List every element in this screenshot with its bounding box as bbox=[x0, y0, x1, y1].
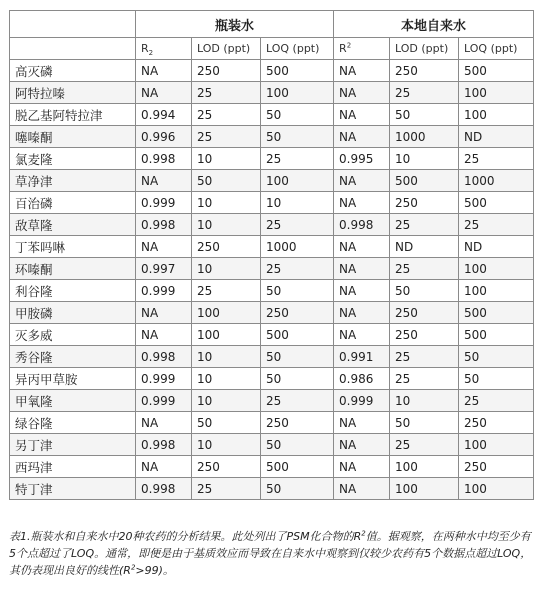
table-row bbox=[10, 434, 534, 456]
r2-bottled-cell: 0.994 bbox=[136, 104, 192, 126]
compound-name-cell: 绿谷隆 bbox=[10, 412, 136, 434]
lod-tap-cell: ND bbox=[390, 236, 459, 258]
header-blank-cell bbox=[10, 38, 136, 60]
loq-tap-cell: 25 bbox=[459, 148, 534, 170]
lod-bottled-cell: 25 bbox=[192, 82, 261, 104]
compound-name-cell: 丁苯吗啉 bbox=[10, 236, 136, 258]
col-header-r2-bottled-base: R bbox=[141, 42, 149, 55]
table-row bbox=[10, 456, 534, 478]
lod-bottled-cell: 10 bbox=[192, 368, 261, 390]
lod-tap-cell: 25 bbox=[390, 214, 459, 236]
r2-tap-cell: NA bbox=[334, 82, 390, 104]
r2-tap-cell: 0.999 bbox=[334, 390, 390, 412]
loq-bottled-cell: 250 bbox=[261, 302, 334, 324]
results-table-container bbox=[9, 10, 533, 500]
loq-bottled-cell: 50 bbox=[261, 346, 334, 368]
r2-tap-cell: NA bbox=[334, 324, 390, 346]
lod-tap-cell: 250 bbox=[390, 302, 459, 324]
lod-bottled-cell: 50 bbox=[192, 170, 261, 192]
table-row bbox=[10, 478, 534, 500]
loq-tap-cell: 1000 bbox=[459, 170, 534, 192]
col-header-r2-bottled bbox=[136, 38, 192, 60]
lod-bottled-cell: 250 bbox=[192, 236, 261, 258]
lod-bottled-cell: 10 bbox=[192, 434, 261, 456]
table-row bbox=[10, 148, 534, 170]
loq-bottled-cell: 25 bbox=[261, 258, 334, 280]
loq-bottled-cell: 50 bbox=[261, 434, 334, 456]
table-row bbox=[10, 104, 534, 126]
loq-bottled-cell: 50 bbox=[261, 478, 334, 500]
lod-bottled-cell: 25 bbox=[192, 126, 261, 148]
table-row bbox=[10, 236, 534, 258]
r2-bottled-cell: NA bbox=[136, 82, 192, 104]
r2-bottled-cell: 0.998 bbox=[136, 148, 192, 170]
r2-bottled-cell: 0.996 bbox=[136, 126, 192, 148]
table-row bbox=[10, 368, 534, 390]
loq-tap-cell: 100 bbox=[459, 258, 534, 280]
loq-tap-cell: 250 bbox=[459, 412, 534, 434]
compound-name-cell: 环嗪酮 bbox=[10, 258, 136, 280]
loq-tap-cell: 50 bbox=[459, 368, 534, 390]
lod-tap-cell: 25 bbox=[390, 82, 459, 104]
compound-name-cell: 高灭磷 bbox=[10, 60, 136, 82]
col-header-r2-tap-base: R bbox=[339, 42, 347, 55]
col-header-lod-tap: LOD (ppt) bbox=[390, 38, 459, 60]
loq-bottled-cell: 250 bbox=[261, 412, 334, 434]
group-header-row bbox=[10, 11, 534, 38]
table-row bbox=[10, 214, 534, 236]
loq-bottled-cell: 10 bbox=[261, 192, 334, 214]
table-row bbox=[10, 390, 534, 412]
loq-tap-cell: ND bbox=[459, 126, 534, 148]
r2-tap-cell: NA bbox=[334, 302, 390, 324]
loq-tap-cell: 25 bbox=[459, 214, 534, 236]
table-row bbox=[10, 60, 534, 82]
r2-tap-cell: NA bbox=[334, 456, 390, 478]
loq-tap-cell: 500 bbox=[459, 192, 534, 214]
compound-name-cell: 草净津 bbox=[10, 170, 136, 192]
loq-bottled-cell: 50 bbox=[261, 280, 334, 302]
lod-tap-cell: 50 bbox=[390, 412, 459, 434]
table-row bbox=[10, 412, 534, 434]
loq-tap-cell: 50 bbox=[459, 346, 534, 368]
loq-tap-cell: 100 bbox=[459, 478, 534, 500]
r2-bottled-cell: 0.999 bbox=[136, 368, 192, 390]
lod-tap-cell: 50 bbox=[390, 280, 459, 302]
table-row bbox=[10, 324, 534, 346]
loq-tap-cell: 100 bbox=[459, 104, 534, 126]
lod-bottled-cell: 10 bbox=[192, 390, 261, 412]
caption-sup-2: 2 bbox=[130, 563, 136, 572]
compound-name-cell: 利谷隆 bbox=[10, 280, 136, 302]
r2-bottled-cell: NA bbox=[136, 60, 192, 82]
table-row bbox=[10, 280, 534, 302]
col-header-r2-bottled-sub: 2 bbox=[148, 49, 154, 58]
header-blank-cell bbox=[10, 11, 136, 38]
r2-tap-cell: 0.986 bbox=[334, 368, 390, 390]
r2-tap-cell: NA bbox=[334, 258, 390, 280]
r2-bottled-cell: 0.999 bbox=[136, 390, 192, 412]
compound-name-cell: 噻嗪酮 bbox=[10, 126, 136, 148]
compound-name-cell: 异丙甲草胺 bbox=[10, 368, 136, 390]
loq-tap-cell: 100 bbox=[459, 434, 534, 456]
r2-tap-cell: NA bbox=[334, 478, 390, 500]
lod-tap-cell: 50 bbox=[390, 104, 459, 126]
loq-tap-cell: 25 bbox=[459, 390, 534, 412]
lod-bottled-cell: 10 bbox=[192, 346, 261, 368]
compound-name-cell: 另丁津 bbox=[10, 434, 136, 456]
compound-name-cell: 敌草隆 bbox=[10, 214, 136, 236]
loq-bottled-cell: 25 bbox=[261, 214, 334, 236]
r2-bottled-cell: NA bbox=[136, 236, 192, 258]
table-row bbox=[10, 192, 534, 214]
col-header-r2-tap-sup: 2 bbox=[346, 41, 352, 50]
column-header-row bbox=[10, 38, 534, 60]
r2-tap-cell: NA bbox=[334, 192, 390, 214]
loq-tap-cell: 500 bbox=[459, 302, 534, 324]
compound-name-cell: 脱乙基阿特拉津 bbox=[10, 104, 136, 126]
r2-tap-cell: 0.991 bbox=[334, 346, 390, 368]
loq-bottled-cell: 50 bbox=[261, 126, 334, 148]
loq-bottled-cell: 500 bbox=[261, 60, 334, 82]
table-row bbox=[10, 82, 534, 104]
caption-text-2: 值。据观察，在两种水中均至少有5个点超过了LOQ。通常，即便是由于基质效应而导致在自来水中观察到仅较少农药有5个数据点超过LOQ，其仍表现出良好的线性(R bbox=[9, 530, 532, 577]
lod-bottled-cell: 10 bbox=[192, 214, 261, 236]
lod-bottled-cell: 10 bbox=[192, 192, 261, 214]
loq-tap-cell: 250 bbox=[459, 456, 534, 478]
r2-bottled-cell: 0.998 bbox=[136, 346, 192, 368]
compound-name-cell: 灭多威 bbox=[10, 324, 136, 346]
lod-tap-cell: 250 bbox=[390, 60, 459, 82]
loq-tap-cell: 100 bbox=[459, 280, 534, 302]
r2-tap-cell: NA bbox=[334, 170, 390, 192]
lod-tap-cell: 25 bbox=[390, 434, 459, 456]
lod-bottled-cell: 250 bbox=[192, 60, 261, 82]
loq-tap-cell: 500 bbox=[459, 60, 534, 82]
compound-name-cell: 阿特拉嗪 bbox=[10, 82, 136, 104]
r2-tap-cell: NA bbox=[334, 280, 390, 302]
loq-bottled-cell: 25 bbox=[261, 148, 334, 170]
table-body bbox=[10, 60, 534, 500]
lod-tap-cell: 100 bbox=[390, 478, 459, 500]
lod-tap-cell: 100 bbox=[390, 456, 459, 478]
lod-tap-cell: 500 bbox=[390, 170, 459, 192]
r2-tap-cell: NA bbox=[334, 60, 390, 82]
loq-tap-cell: ND bbox=[459, 236, 534, 258]
group-header-bottled-water: 瓶装水 bbox=[136, 11, 334, 38]
loq-tap-cell: 100 bbox=[459, 82, 534, 104]
lod-tap-cell: 250 bbox=[390, 324, 459, 346]
r2-bottled-cell: NA bbox=[136, 170, 192, 192]
r2-tap-cell: 0.995 bbox=[334, 148, 390, 170]
lod-tap-cell: 25 bbox=[390, 346, 459, 368]
loq-bottled-cell: 100 bbox=[261, 82, 334, 104]
lod-bottled-cell: 100 bbox=[192, 324, 261, 346]
r2-bottled-cell: NA bbox=[136, 324, 192, 346]
r2-tap-cell: NA bbox=[334, 434, 390, 456]
lod-tap-cell: 1000 bbox=[390, 126, 459, 148]
r2-bottled-cell: 0.999 bbox=[136, 280, 192, 302]
r2-bottled-cell: 0.997 bbox=[136, 258, 192, 280]
r2-bottled-cell: 0.998 bbox=[136, 478, 192, 500]
lod-bottled-cell: 10 bbox=[192, 258, 261, 280]
lod-tap-cell: 25 bbox=[390, 368, 459, 390]
caption-text-1: 表1.瓶装水和自来水中20种农药的分析结果。此处列出了PSM化合物的R bbox=[9, 530, 362, 543]
loq-tap-cell: 500 bbox=[459, 324, 534, 346]
compound-name-cell: 特丁津 bbox=[10, 478, 136, 500]
lod-tap-cell: 10 bbox=[390, 390, 459, 412]
r2-tap-cell: NA bbox=[334, 236, 390, 258]
loq-bottled-cell: 1000 bbox=[261, 236, 334, 258]
compound-name-cell: 西玛津 bbox=[10, 456, 136, 478]
col-header-lod-bottled: LOD (ppt) bbox=[192, 38, 261, 60]
lod-tap-cell: 10 bbox=[390, 148, 459, 170]
loq-bottled-cell: 500 bbox=[261, 324, 334, 346]
pesticide-results-table bbox=[9, 10, 534, 500]
lod-bottled-cell: 50 bbox=[192, 412, 261, 434]
lod-bottled-cell: 25 bbox=[192, 478, 261, 500]
loq-bottled-cell: 500 bbox=[261, 456, 334, 478]
lod-bottled-cell: 100 bbox=[192, 302, 261, 324]
caption-sup-1: 2 bbox=[361, 529, 366, 538]
lod-bottled-cell: 25 bbox=[192, 280, 261, 302]
table-row bbox=[10, 126, 534, 148]
loq-bottled-cell: 50 bbox=[261, 368, 334, 390]
r2-bottled-cell: 0.999 bbox=[136, 192, 192, 214]
group-header-tap-water: 本地自来水 bbox=[334, 11, 534, 38]
r2-bottled-cell: NA bbox=[136, 412, 192, 434]
col-header-loq-tap: LOQ (ppt) bbox=[459, 38, 534, 60]
compound-name-cell: 秀谷隆 bbox=[10, 346, 136, 368]
compound-name-cell: 甲胺磷 bbox=[10, 302, 136, 324]
r2-tap-cell: 0.998 bbox=[334, 214, 390, 236]
table-row bbox=[10, 346, 534, 368]
r2-bottled-cell: 0.998 bbox=[136, 214, 192, 236]
lod-bottled-cell: 250 bbox=[192, 456, 261, 478]
r2-tap-cell: NA bbox=[334, 412, 390, 434]
table-caption bbox=[9, 528, 535, 579]
compound-name-cell: 百治磷 bbox=[10, 192, 136, 214]
table-row bbox=[10, 170, 534, 192]
col-header-loq-bottled: LOQ (ppt) bbox=[261, 38, 334, 60]
lod-tap-cell: 25 bbox=[390, 258, 459, 280]
caption-text-3: >99)。 bbox=[135, 564, 174, 577]
r2-bottled-cell: NA bbox=[136, 456, 192, 478]
loq-bottled-cell: 50 bbox=[261, 104, 334, 126]
compound-name-cell: 氯麦隆 bbox=[10, 148, 136, 170]
table-row bbox=[10, 302, 534, 324]
col-header-r2-tap bbox=[334, 38, 390, 60]
lod-bottled-cell: 10 bbox=[192, 148, 261, 170]
r2-bottled-cell: 0.998 bbox=[136, 434, 192, 456]
lod-bottled-cell: 25 bbox=[192, 104, 261, 126]
compound-name-cell: 甲氧隆 bbox=[10, 390, 136, 412]
r2-tap-cell: NA bbox=[334, 104, 390, 126]
lod-tap-cell: 250 bbox=[390, 192, 459, 214]
r2-bottled-cell: NA bbox=[136, 302, 192, 324]
table-row bbox=[10, 258, 534, 280]
loq-bottled-cell: 25 bbox=[261, 390, 334, 412]
loq-bottled-cell: 100 bbox=[261, 170, 334, 192]
r2-tap-cell: NA bbox=[334, 126, 390, 148]
